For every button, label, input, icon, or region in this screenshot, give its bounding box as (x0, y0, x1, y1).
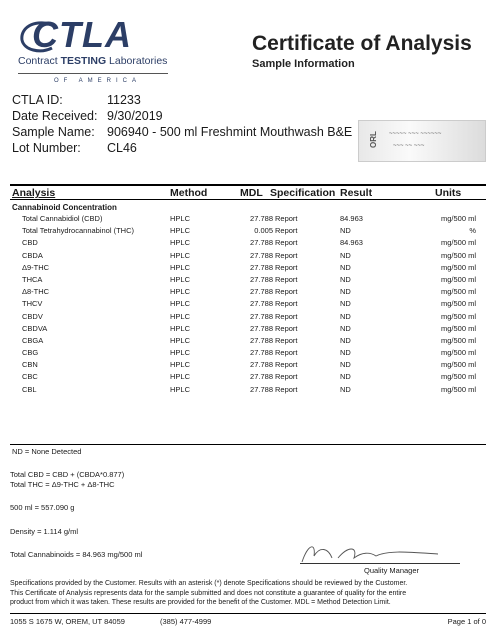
cell-units: mg/500 ml (440, 335, 476, 345)
cell-method: HPLC (170, 250, 191, 260)
cell-units: mg/500 ml (440, 348, 476, 358)
cell-units: mg/500 ml (440, 299, 476, 309)
cell-units: mg/500 ml (440, 250, 476, 260)
info-label: CTLA ID: (12, 93, 63, 107)
cell-mdl: 27.788 (250, 287, 273, 297)
cell-specification: Report (275, 214, 298, 223)
cell-analysis: CBDV (22, 311, 43, 321)
nd-legend: ND = None Detected (12, 447, 82, 456)
cell-analysis: THCA (22, 274, 43, 284)
cell-mdl: 27.788 (250, 384, 273, 394)
cell-analysis: CBG (22, 348, 39, 358)
table-row (10, 286, 486, 298)
info-row-ctla-id (12, 92, 352, 108)
note-total-cannabinoids: Total Cannabinoids = 84.963 mg/500 ml (10, 550, 143, 559)
cell-units: mg/500 ml (440, 372, 476, 382)
table-row (10, 250, 486, 262)
table-row (10, 274, 486, 286)
cell-specification: Report (275, 262, 298, 272)
results-table-header (10, 184, 486, 200)
cell-method: HPLC (170, 335, 191, 345)
cell-specification: Report (275, 299, 298, 309)
cell-result: ND (340, 323, 351, 333)
cell-method: HPLC (170, 348, 191, 358)
cell-specification: Report (275, 323, 298, 333)
cell-method: HPLC (170, 372, 191, 382)
cell-result: ND (340, 226, 351, 236)
disclaimer-line: product from which it was taken. These results are provided for the benefit of the Customer. MDL = Method Detection Limit. (10, 599, 391, 606)
cell-mdl: 27.788 (250, 323, 273, 333)
info-value: 906940 - 500 ml Freshmint Mouthwash B&E (107, 125, 353, 139)
company-logo (14, 14, 174, 84)
cell-analysis: CBDA (22, 250, 43, 260)
note-total-cbd: Total CBD = CBD + (CBDA*0.877) (10, 470, 125, 479)
info-row-date-received (12, 108, 352, 124)
cell-result: ND (340, 311, 351, 321)
logo-region: OF AMERICA (54, 78, 142, 84)
cell-result: ND (340, 287, 351, 297)
info-value: 9/30/2019 (107, 109, 163, 123)
table-row (10, 384, 486, 396)
cell-units: mg/500 ml (440, 323, 476, 333)
cell-analysis: CBGA (22, 335, 44, 345)
cell-result: ND (340, 262, 351, 272)
table-row (10, 225, 486, 237)
cell-method: HPLC (170, 323, 191, 333)
info-label: Lot Number: (12, 141, 81, 155)
table-row (10, 311, 486, 323)
table-row (10, 335, 486, 347)
logo-divider (18, 73, 168, 74)
note-volume: 500 ml = 557.090 g (10, 503, 75, 512)
table-row (10, 359, 486, 371)
cell-result: 84.963 (340, 214, 363, 223)
column-header-specification: Specification (270, 187, 336, 199)
cell-analysis: Total Cannabidiol (CBD) (22, 214, 103, 223)
cell-specification: Report (275, 360, 298, 370)
table-row (10, 298, 486, 310)
cell-analysis: CBDVA (22, 323, 48, 333)
info-value: 11233 (107, 93, 141, 107)
cell-method: HPLC (170, 226, 191, 236)
cell-result: ND (340, 335, 351, 345)
cell-mdl: 27.788 (250, 238, 273, 248)
cell-method: HPLC (170, 238, 191, 248)
cell-method: HPLC (170, 287, 191, 297)
cell-result: ND (340, 360, 351, 370)
cell-mdl: 27.788 (250, 299, 273, 309)
sample-photo: ORL ~~~~~ ~~~ ~~~~~~ ~~~ ~~ ~~~ (358, 120, 486, 162)
signature-label: Quality Manager (364, 566, 420, 575)
cell-analysis: THCV (22, 299, 43, 309)
cell-method: HPLC (170, 299, 191, 309)
info-value: CL46 (107, 141, 137, 155)
cell-units: % (469, 226, 476, 236)
page-title: Certificate of Analysis (252, 32, 472, 55)
info-row-lot-number (12, 140, 352, 156)
cell-specification: Report (275, 384, 298, 394)
cell-result: ND (340, 274, 351, 284)
cell-specification: Report (275, 226, 298, 236)
cell-mdl: 27.788 (250, 274, 273, 284)
cell-units: mg/500 ml (440, 311, 476, 321)
column-header-method: Method (170, 187, 208, 199)
table-row (10, 262, 486, 274)
cell-analysis: Δ9-THC (22, 262, 50, 272)
table-row (10, 371, 486, 383)
cell-units: mg/500 ml (440, 214, 476, 223)
cell-analysis: CBN (22, 360, 38, 370)
note-total-thc: Total THC = Δ9-THC + Δ8-THC (10, 479, 115, 489)
column-header-mdl: MDL (240, 187, 263, 199)
cell-units: mg/500 ml (440, 360, 476, 370)
cell-analysis: Total Tetrahydrocannabinol (THC) (22, 226, 134, 236)
signature-line (300, 563, 460, 564)
cell-mdl: 27.788 (250, 262, 273, 272)
cell-units: mg/500 ml (440, 262, 476, 272)
cell-specification: Report (275, 238, 298, 248)
info-label: Date Received: (12, 109, 98, 123)
note-density: Density = 1.114 g/ml (10, 526, 79, 536)
cell-result: ND (340, 250, 351, 260)
column-header-analysis: Analysis (12, 187, 56, 199)
cell-specification: Report (275, 274, 298, 284)
section-title: Cannabinoid Concentration (12, 203, 117, 212)
cell-analysis: CBC (22, 372, 38, 382)
cell-specification: Report (275, 372, 298, 382)
cell-analysis: Δ8-THC (22, 287, 50, 297)
cell-method: HPLC (170, 214, 191, 223)
cell-method: HPLC (170, 384, 191, 394)
cell-result: ND (340, 299, 351, 309)
cell-result: 84.963 (340, 238, 363, 248)
footer-divider (10, 613, 486, 614)
cell-result: ND (340, 384, 351, 394)
cell-mdl: 27.788 (250, 372, 273, 382)
table-end-divider (10, 444, 486, 445)
page-subtitle: Sample Information (252, 58, 355, 70)
cell-mdl: 27.788 (250, 311, 273, 321)
cell-result: ND (340, 348, 351, 358)
cell-specification: Report (275, 335, 298, 345)
cell-mdl: 27.788 (250, 214, 273, 223)
info-label: Sample Name: (12, 125, 95, 139)
calculation-notes (10, 470, 142, 560)
table-row (10, 347, 486, 359)
logo-brand: CTLA (32, 14, 132, 55)
cell-mdl: 27.788 (250, 335, 273, 345)
table-row (10, 213, 486, 225)
cell-specification: Report (275, 348, 298, 358)
cell-method: HPLC (170, 311, 191, 321)
cell-units: mg/500 ml (440, 384, 476, 394)
sample-info (12, 92, 352, 156)
cell-units: mg/500 ml (440, 274, 476, 284)
cell-specification: Report (275, 311, 298, 321)
cell-method: HPLC (170, 360, 191, 370)
table-row (10, 323, 486, 335)
footer-phone: (385) 477-4999 (160, 617, 212, 626)
disclaimer-line: This Certificate of Analysis represents data for the sample submitted and does not constitute a guarantee of quality for the entire (10, 589, 407, 597)
cell-method: HPLC (170, 262, 191, 272)
cell-units: mg/500 ml (440, 287, 476, 297)
cell-method: HPLC (170, 274, 191, 284)
cell-mdl: 27.788 (250, 360, 273, 370)
table-row (10, 237, 486, 249)
cell-mdl: 0.005 (254, 226, 273, 236)
cell-specification: Report (275, 287, 298, 297)
cell-analysis: CBL (22, 384, 37, 394)
disclaimer-line: Specifications provided by the Customer. Results with an asterisk (*) denote Specifications should be reviewed by the Customer. (10, 580, 408, 587)
results-table-body (10, 213, 486, 396)
info-row-sample-name (12, 124, 352, 140)
cell-result: ND (340, 372, 351, 382)
page-number: Page 1 of 0 (447, 617, 486, 626)
cell-units: mg/500 ml (440, 238, 476, 248)
footer-address: 1055 S 1675 W, OREM, UT 84059 (10, 617, 125, 626)
cell-mdl: 27.788 (250, 348, 273, 358)
cell-specification: Report (275, 250, 298, 260)
cell-mdl: 27.788 (250, 250, 273, 260)
logo-subtitle: Contract TESTING Laboratories (18, 55, 168, 67)
disclaimer (10, 579, 486, 608)
column-header-result: Result (340, 187, 373, 199)
cell-analysis: CBD (22, 238, 38, 248)
column-header-units: Units (435, 187, 462, 199)
